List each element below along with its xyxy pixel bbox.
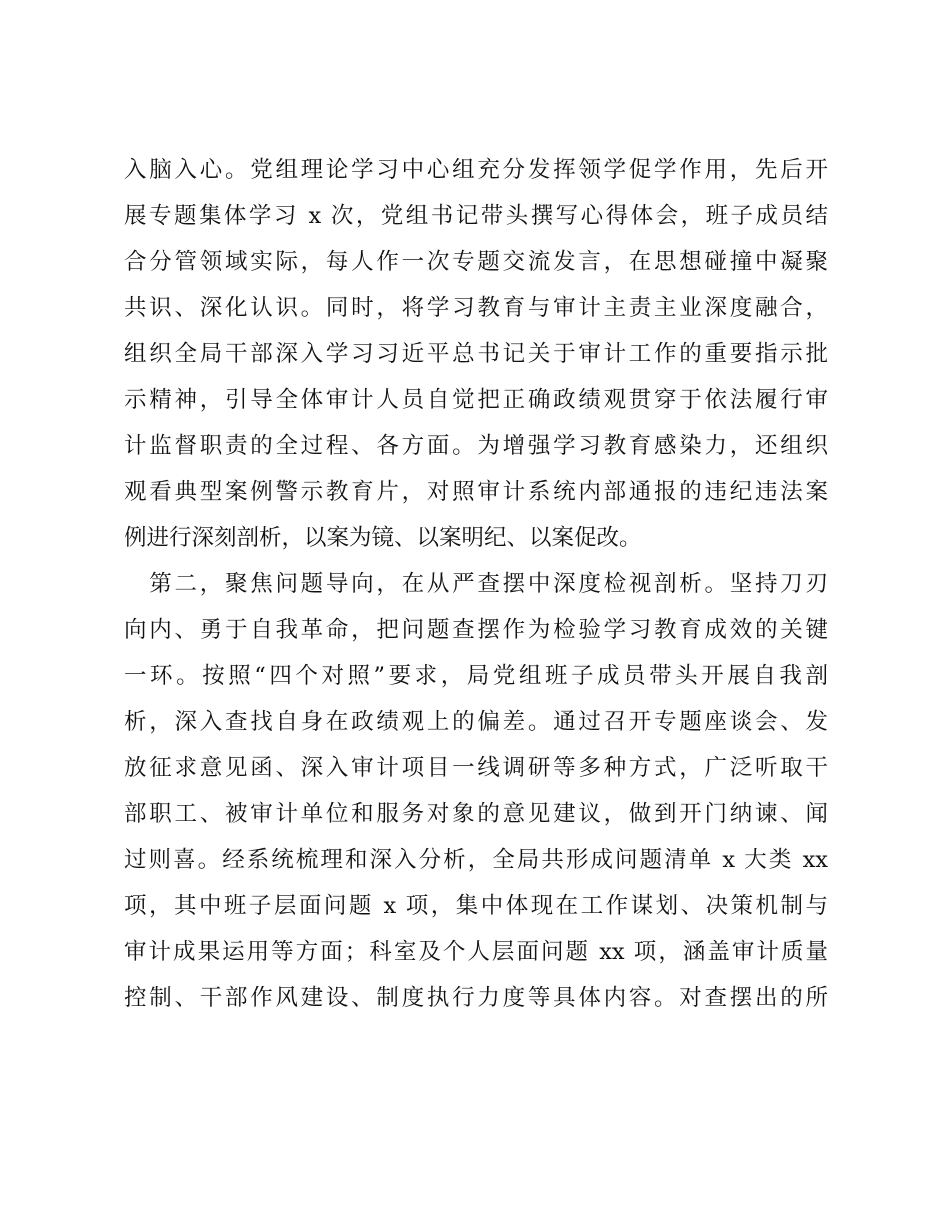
- paragraph-line: 观看典型案例警示教育片，对照审计系统内部通报的违纪违法案: [124, 479, 828, 505]
- paragraph-line: 析，深入查找自身在政绩观上的偏差。通过召开专题座谈会、发: [124, 709, 828, 735]
- paragraph-line: 合分管领域实际，每人作一次专题交流发言，在思想碰撞中凝聚: [124, 249, 828, 275]
- paragraph-line: 展专题集体学习 x 次，党组书记带头撰写心得体会，班子成员结: [124, 203, 828, 229]
- paragraph-line: 例进行深刻剖析，以案为镜、以案明纪、以案促改。: [124, 525, 642, 551]
- paragraph-line: 计监督职责的全过程、各方面。为增强学习教育感染力，还组织: [124, 433, 828, 459]
- paragraph-line: 入脑入心。党组理论学习中心组充分发挥领学促学作用，先后开: [124, 157, 828, 183]
- paragraph-line: 组织全局干部深入学习习近平总书记关于审计工作的重要指示批: [124, 341, 828, 367]
- paragraph-line: 示精神，引导全体审计人员自觉把正确政绩观贯穿于依法履行审: [124, 387, 828, 413]
- paragraph-line: 共识、深化认识。同时，将学习教育与审计主责主业深度融合，: [124, 295, 828, 321]
- paragraph-line: 项，其中班子层面问题 x 项，集中体现在工作谋划、决策机制与: [124, 893, 828, 919]
- paragraph-2: [124, 561, 828, 1021]
- paragraph-1: [124, 147, 828, 561]
- paragraph-line: 一环。按照“四个对照”要求，局党组班子成员带头开展自我剖: [124, 663, 828, 689]
- paragraph-line: 第二，聚焦问题导向，在从严查摆中深度检视剖析。坚持刀刃: [124, 571, 828, 597]
- paragraph-line: 部职工、被审计单位和服务对象的意见建议，做到开门纳谏、闻: [124, 801, 828, 827]
- paragraph-line: 控制、干部作风建设、制度执行力度等具体内容。对查摆出的所: [124, 985, 828, 1011]
- paragraph-line: 放征求意见函、深入审计项目一线调研等多种方式，广泛听取干: [124, 755, 828, 781]
- document-body: [124, 147, 828, 1021]
- paragraph-line: 向内、勇于自我革命，把问题查摆作为检验学习教育成效的关键: [124, 617, 828, 643]
- paragraph-line: 过则喜。经系统梳理和深入分析，全局共形成问题清单 x 大类 xx: [124, 847, 828, 873]
- paragraph-line: 审计成果运用等方面；科室及个人层面问题 xx 项，涵盖审计质量: [124, 939, 828, 965]
